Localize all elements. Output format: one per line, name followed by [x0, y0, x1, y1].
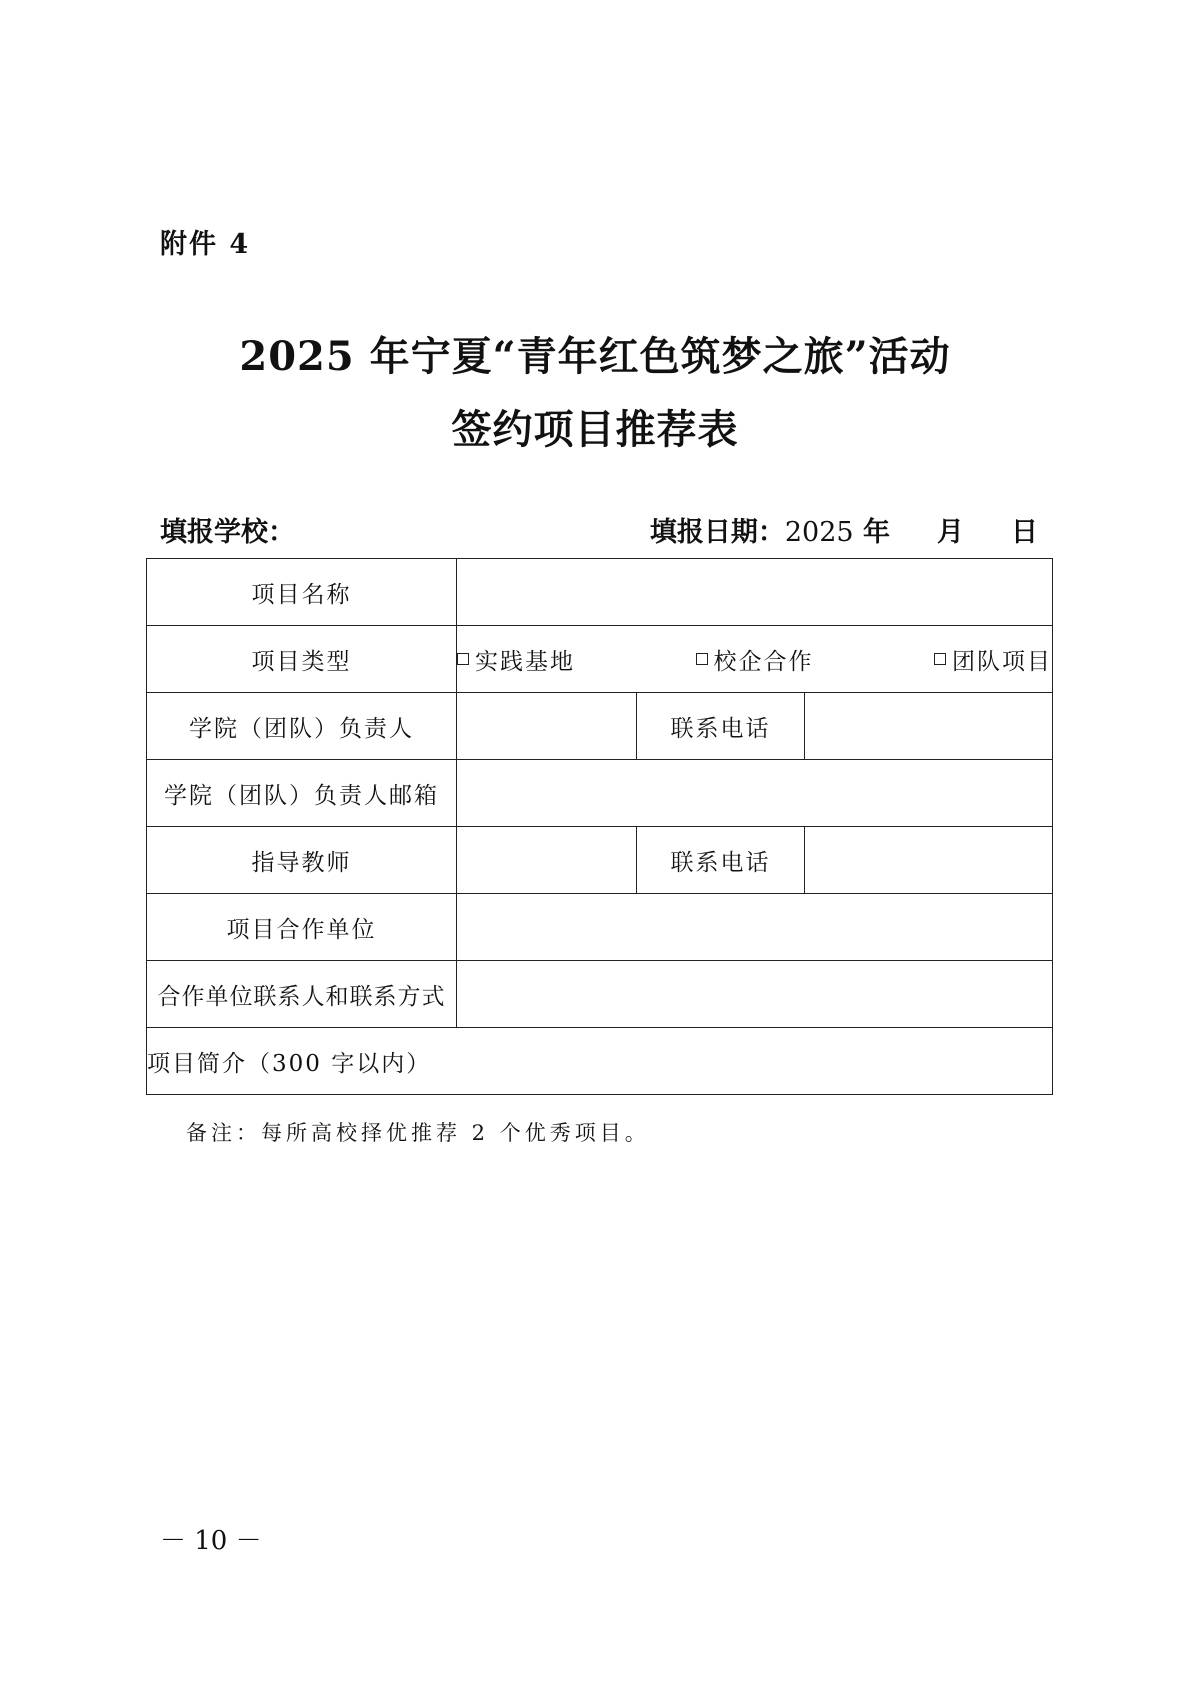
table-row: [147, 626, 1053, 693]
document-title-line1: 2025 年宁夏“青年红色筑梦之旅”活动: [239, 333, 951, 380]
table-row: [147, 760, 1053, 827]
checkbox-icon[interactable]: [457, 653, 469, 665]
partner-label: 项目合作单位: [147, 894, 457, 961]
checkbox-icon[interactable]: [696, 653, 708, 665]
project-summary-label[interactable]: 项目简介（300 字以内）: [147, 1028, 1053, 1095]
leader-label: 学院（团队）负责人: [147, 693, 457, 760]
checkbox-icon[interactable]: [934, 653, 946, 665]
leader-email-label: 学院（团队）负责人邮箱: [147, 760, 457, 827]
table-row: [147, 827, 1053, 894]
table-row: [147, 1028, 1053, 1095]
option-label: 校企合作: [713, 648, 814, 675]
project-type-options: [457, 626, 1053, 693]
page-number: － 10 －: [160, 1526, 262, 1556]
leader-phone-label: 联系电话: [637, 693, 805, 760]
partner-field[interactable]: [457, 894, 1053, 961]
option-school-enterprise[interactable]: [696, 643, 814, 676]
recommendation-form-table: [146, 558, 1053, 1095]
table-row: [147, 961, 1053, 1028]
footnote: 备注：每所高校择优推荐 2 个优秀项目。: [186, 1121, 650, 1145]
project-name-label: 项目名称: [147, 559, 457, 626]
partner-contact-field[interactable]: [457, 961, 1053, 1028]
table-row: [147, 894, 1053, 961]
leader-field[interactable]: [457, 693, 637, 760]
table-row: [147, 693, 1053, 760]
leader-email-field[interactable]: [457, 760, 1053, 827]
option-label: 团队项目: [952, 648, 1052, 675]
teacher-phone-field[interactable]: [805, 827, 1053, 894]
option-practice-base[interactable]: [457, 643, 575, 676]
fill-date-year: 2025: [784, 517, 854, 548]
option-team-project[interactable]: [934, 643, 1052, 676]
teacher-field[interactable]: [457, 827, 637, 894]
project-type-label: 项目类型: [147, 626, 457, 693]
partner-contact-label: 合作单位联系人和联系方式: [147, 961, 457, 1028]
fill-date-rest: 年 月 日: [853, 517, 1038, 548]
teacher-label: 指导教师: [147, 827, 457, 894]
leader-phone-field[interactable]: [805, 693, 1053, 760]
option-label: 实践基地: [475, 648, 575, 675]
fill-date-label: 填报日期：: [649, 517, 785, 548]
document-title-line2: 签约项目推荐表: [451, 406, 739, 453]
fill-school-label: 填报学校：: [160, 517, 295, 548]
attachment-label: 附件 4: [160, 229, 251, 260]
project-name-field[interactable]: [457, 559, 1053, 626]
table-row: [147, 559, 1053, 626]
teacher-phone-label: 联系电话: [637, 827, 805, 894]
fill-date: [650, 510, 1038, 549]
